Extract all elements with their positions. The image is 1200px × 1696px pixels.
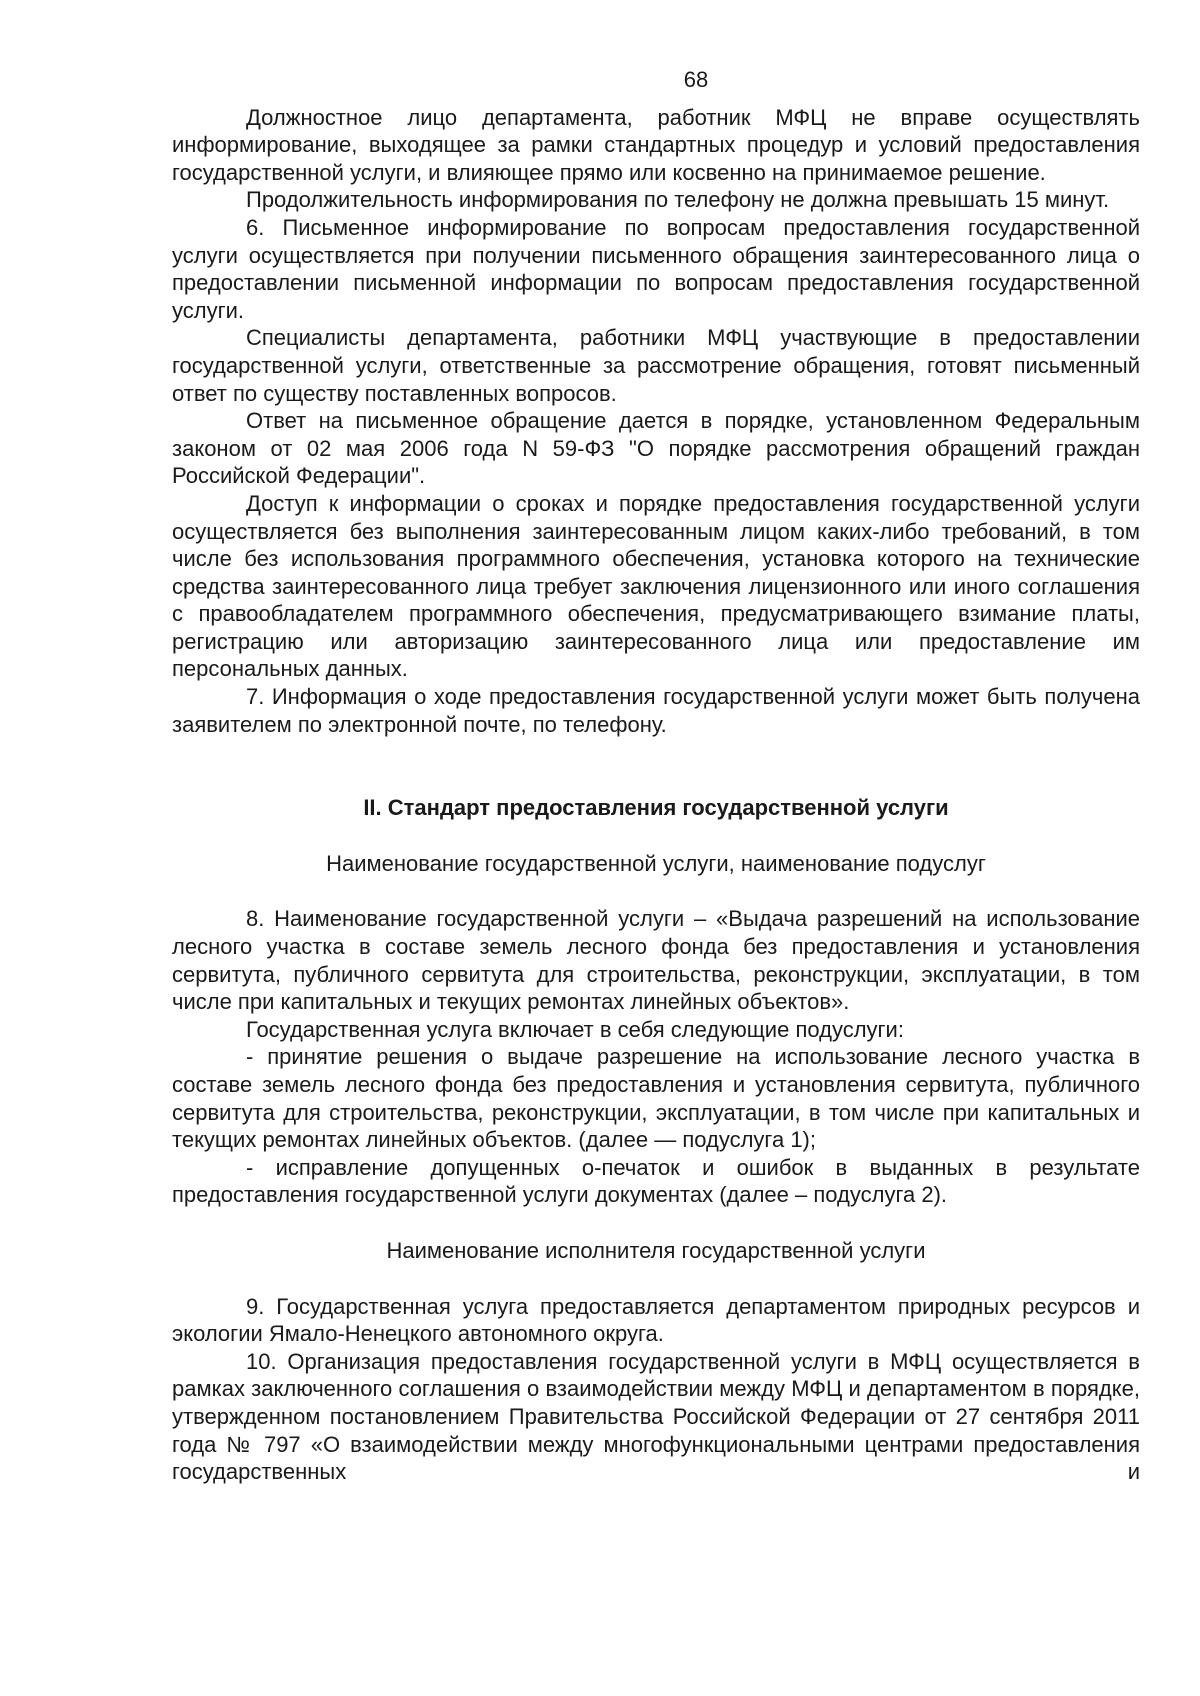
paragraph: 7. Информация о ходе предоставления государственной услуги может быть получена заявителем по электронной почте, по телефону. bbox=[172, 684, 1140, 737]
section-title: II. Стандарт предоставления государственной услуги bbox=[363, 795, 949, 821]
subsection-title-service-name: Наименование государственной услуги, наименование подуслуг bbox=[326, 850, 986, 876]
paragraph: Ответ на письменное обращение дается в порядке, установленном Федеральным законом от 02 мая 2006 года N 59-ФЗ "О порядке рассмотрения обращений граждан Российской Федерации". bbox=[172, 408, 1140, 489]
paragraph: Продолжительность информирования по телефону не должна превышать 15 минут. bbox=[246, 187, 1110, 213]
text-block-informing bbox=[172, 104, 1140, 739]
paragraph: Должностное лицо департамента, работник МФЦ не вправе осуществлять информирование, выходящее за рамки стандартных процедур и условий предоставления государственной услуги, и влияющее прямо или косвенно на принимаемое решение. bbox=[172, 104, 1140, 185]
paragraph: Государственная услуга включает в себя следующие подуслуги: bbox=[246, 1016, 904, 1042]
page-number: 68 bbox=[683, 67, 709, 92]
paragraph: Доступ к информации о сроках и порядке предоставления государственной услуги осуществляется без выполнения заинтересованным лицом каких-либо требований, в том числе без использования программного обеспечения, установка которого на технические средства заинтересованного лица требует заключения лицензионного или иного соглашения с правообладателем программного обеспечения, предусматривающего взимание платы, регистрацию или авторизацию заинтересованного лица или предоставление им персональных данных. bbox=[172, 490, 1140, 682]
paragraph: 6. Письменное информирование по вопросам предоставления государственной услуги осуществляется при получении письменного обращения заинтересованного лица о предоставлении письменной информации по вопросам предоставления государственной услуги. bbox=[172, 214, 1140, 323]
text-block-executor bbox=[172, 1293, 1140, 1486]
subsection-title-executor: Наименование исполнителя государственной услуги bbox=[386, 1237, 926, 1263]
paragraph: 10. Организация предоставления государственной услуги в МФЦ осуществляется в рамках заключенного соглашения о взаимодействии между МФЦ и департаментом в порядке, утвержденном постановлением Правительства Российской Федерации от 27 сентября 2011 года № 797 «О взаимодействии между многофункциональными центрами предоставления государственных и bbox=[172, 1348, 1140, 1485]
paragraph: 9. Государственная услуга предоставляется департаментом природных ресурсов и экологии Ямало-Ненецкого автономного округа. bbox=[172, 1293, 1140, 1347]
paragraph: Специалисты департамента, работники МФЦ участвующие в предоставлении государственной услуги, ответственные за рассмотрение обращения, готовят письменный ответ по существу поставленных вопросов. bbox=[172, 325, 1140, 406]
paragraph: 8. Наименование государственной услуги – «Выдача разрешений на использование лесного участка в составе земель лесного фонда без предоставления и установления сервитута, публичного сервитута для строительства, реконструкции, эксплуатации, в том числе при капитальных и текущих ремонтах линейных объектов». bbox=[172, 906, 1140, 1015]
text-block-service-name bbox=[172, 905, 1140, 1209]
paragraph: - исправление допущенных о-печаток и ошибок в выданных в результате предоставления государственной услуги документах (далее – подуслуга 2). bbox=[172, 1154, 1140, 1208]
paragraph: - принятие решения о выдаче разрешение на использование лесного участка в составе земель лесного фонда без предоставления и установления сервитута, публичного сервитута для строительства, реконструкции, эксплуатации, в том числе при капитальных и текущих ремонтах линейных объектов. (далее — подуслуга 1); bbox=[172, 1044, 1140, 1153]
document-page bbox=[172, 66, 1140, 1486]
